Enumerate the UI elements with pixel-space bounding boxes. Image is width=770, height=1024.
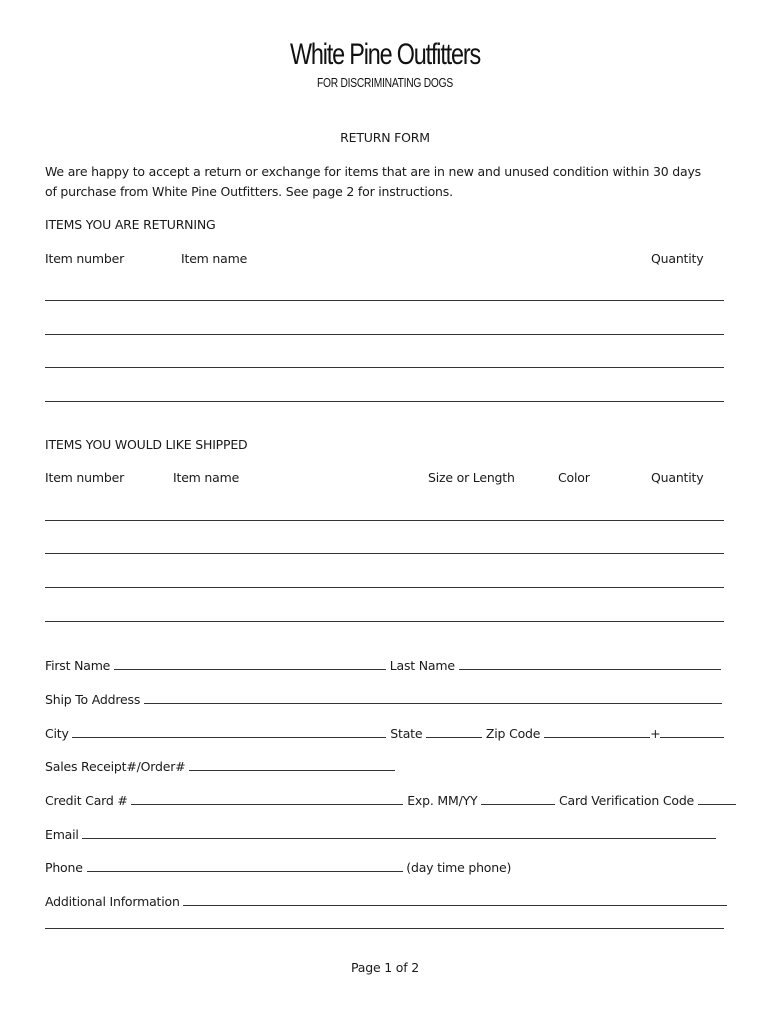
phone-row: [45, 858, 511, 875]
returning-col-item-number: Item number: [45, 251, 125, 266]
shipped-line-1[interactable]: [45, 520, 724, 521]
receipt-row: [45, 757, 395, 774]
shipped-col-item-name: Item name: [173, 470, 240, 485]
email-label: Email: [45, 827, 79, 842]
form-title: RETURN FORM: [340, 130, 430, 145]
shipped-col-size: Size or Length: [428, 470, 515, 485]
phone-note: (day time phone): [406, 860, 512, 875]
shipped-col-quantity: Quantity: [651, 470, 704, 485]
shipped-line-2[interactable]: [45, 553, 724, 554]
ship-to-label: Ship To Address: [45, 692, 141, 707]
zip-label: Zip Code: [485, 726, 541, 741]
cvc-label: Card Verification Code: [559, 793, 695, 808]
additional-line-2[interactable]: [45, 928, 724, 929]
brand-logo: White Pine Outfitters: [289, 38, 481, 71]
additional-row: [45, 892, 727, 909]
intro-text: We are happy to accept a return or exchange for items that are in new and unused condition within 30 days of purchase from White Pine Outfitters. See page 2 for instructions.: [45, 164, 701, 199]
returning-col-quantity: Quantity: [651, 251, 704, 266]
returning-heading: ITEMS YOU ARE RETURNING: [45, 217, 216, 232]
returning-line-2[interactable]: [45, 334, 724, 335]
shipped-col-color: Color: [558, 470, 590, 485]
credit-card-label: Credit Card #: [45, 793, 128, 808]
city-field[interactable]: [72, 724, 386, 738]
last-name-field[interactable]: [459, 656, 721, 670]
brand-tagline: FOR DISCRIMINATING DOGS: [317, 76, 453, 90]
exp-field[interactable]: [481, 791, 555, 805]
shipped-heading: ITEMS YOU WOULD LIKE SHIPPED: [45, 437, 248, 452]
city-label: City: [45, 726, 69, 741]
returning-line-3[interactable]: [45, 367, 724, 368]
returning-col-item-name: Item name: [181, 251, 248, 266]
zip-plus4-field[interactable]: [660, 724, 724, 738]
receipt-label: Sales Receipt#/Order#: [45, 759, 186, 774]
ship-to-field[interactable]: [144, 690, 722, 704]
email-field[interactable]: [82, 825, 716, 839]
phone-label: Phone: [45, 860, 83, 875]
cvc-field[interactable]: [698, 791, 736, 805]
email-row: [45, 825, 716, 842]
name-row: [45, 656, 721, 673]
ship-to-row: [45, 690, 722, 707]
credit-card-row: [45, 791, 736, 808]
last-name-label: Last Name: [389, 658, 455, 673]
phone-field[interactable]: [87, 858, 403, 872]
zip-field[interactable]: [544, 724, 650, 738]
zip-plus-label: +: [650, 726, 661, 741]
shipped-line-3[interactable]: [45, 587, 724, 588]
first-name-field[interactable]: [114, 656, 386, 670]
state-field[interactable]: [426, 724, 482, 738]
city-row: [45, 724, 724, 741]
additional-label: Additional Information: [45, 894, 180, 909]
receipt-field[interactable]: [189, 757, 395, 771]
returning-line-4[interactable]: [45, 401, 724, 402]
first-name-label: First Name: [45, 658, 111, 673]
exp-label: Exp. MM/YY: [407, 793, 478, 808]
credit-card-field[interactable]: [131, 791, 403, 805]
returning-line-1[interactable]: [45, 300, 724, 301]
shipped-line-4[interactable]: [45, 621, 724, 622]
page-number: Page 1 of 2: [351, 960, 419, 975]
state-label: State: [390, 726, 423, 741]
shipped-col-item-number: Item number: [45, 470, 125, 485]
additional-field[interactable]: [183, 892, 727, 906]
